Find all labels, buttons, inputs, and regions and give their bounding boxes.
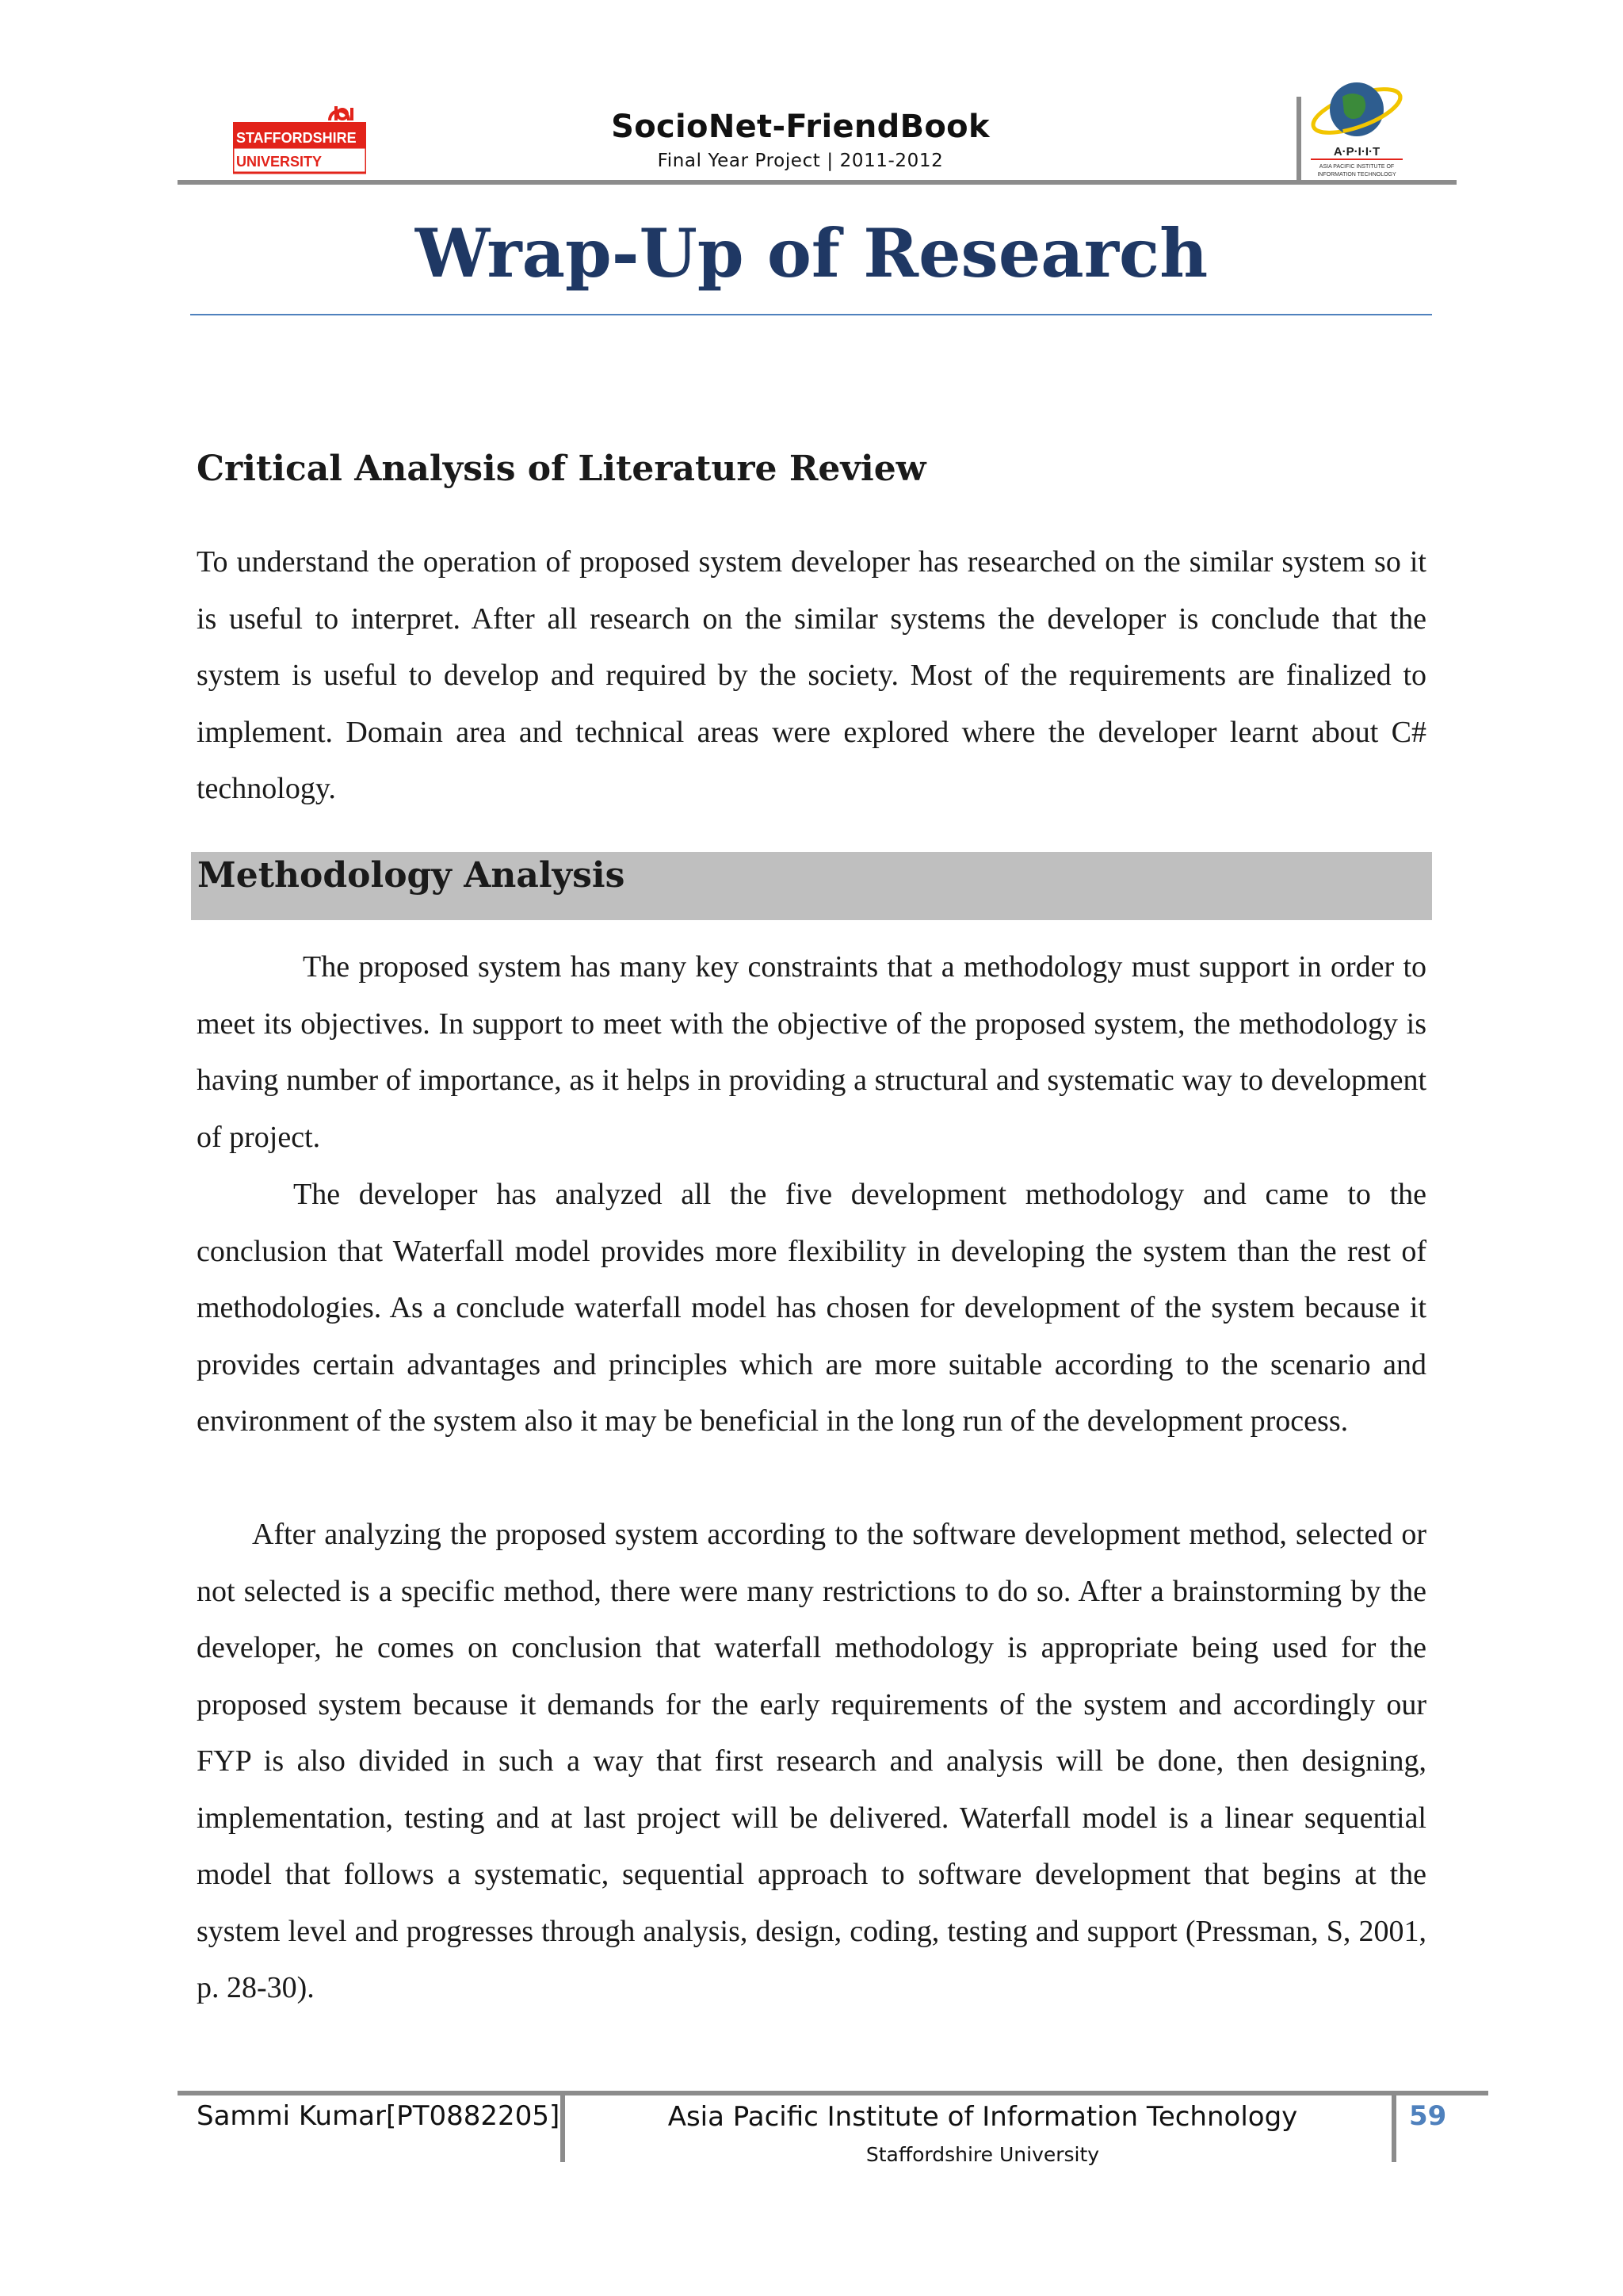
apiit-logo (1308, 73, 1406, 181)
methodology-paragraph-1: The proposed system has many key constraints that a methodology must support in order to meet its objectives. In support to meet with the objective of the proposed system, the methodology is having number of importance, as it helps in providing a structural and systematic way to development of project. (197, 950, 1426, 1154)
footer-institution: Asia Pacific Institute of Information Technology (667, 2101, 1298, 2133)
footer-rule (178, 2091, 1488, 2095)
footer-university: Staffordshire University (865, 2143, 1100, 2166)
footer-divider-right (1392, 2095, 1396, 2162)
logo-text-line-2: UNIVERSITY (236, 154, 323, 170)
logo-text-line-1: STAFFORDSHIRE (236, 130, 357, 146)
staffordshire-logo (233, 105, 366, 174)
methodology-paragraph-2: The developer has analyzed all the five development methodology and came to the conclusion that Waterfall model provides more flexibility in developing the system than the rest of methodologies. As a conclude waterfall model has chosen for development of the system because it provides certain advantages and principles which are more suitable according to the scenario and environment of the system also it may be beneficial in the long run of the development process. (197, 1178, 1426, 1438)
header-divider (1296, 97, 1301, 182)
footer-divider-left (560, 2095, 565, 2162)
project-subtitle: Final Year Project | 2011-2012 (657, 151, 944, 171)
apiit-logo-line-2: ASIA PACIFIC INSTITUTE OF (1319, 164, 1395, 170)
title-underline (190, 314, 1432, 315)
apiit-logo-line-3: INFORMATION TECHNOLOGY (1317, 172, 1396, 178)
literature-heading: Critical Analysis of Literature Review (197, 449, 926, 489)
running-header (507, 108, 1094, 171)
methodology-heading: Methodology Analysis (197, 855, 625, 896)
header-rule (178, 180, 1457, 185)
project-title: SocioNet-FriendBook (611, 109, 990, 145)
apiit-logo-letters: A·P·I·I·T (1333, 145, 1381, 159)
methodology-paragraph-3: After analyzing the proposed system according to the software development method, selected or not selected is a specific method, there were many restrictions to do so. After a brainstorming by the developer, he comes on conclusion that waterfall methodology is appropriate being used for the proposed system because it demands for the early requirements of the system and accordingly our FYP is also divided in such a way that first research and analysis will be done, then designing, implementation, testing and at last project will be delivered. Waterfall model is a linear sequential model that follows a systematic, sequential approach to software development that begins at the system level and progresses through analysis, design, coding, testing and support (Pressman, S, 2001, p. 28-30). (197, 1518, 1426, 2004)
page-title: Wrap-Up of Research (414, 214, 1209, 292)
page-number: 59 (1409, 2100, 1447, 2132)
footer-institution-block (586, 2100, 1379, 2166)
footer-author: Sammi Kumar[PT0882205] (197, 2100, 560, 2132)
literature-paragraph: To understand the operation of proposed system developer has researched on the similar system so it is useful to interpret. After all research on the similar systems the developer is conclude that the system is useful to develop and required by the society. Most of the requirements are finalized to implement. Domain area and technical areas were explored where the developer learnt about C# technology. (197, 545, 1426, 805)
